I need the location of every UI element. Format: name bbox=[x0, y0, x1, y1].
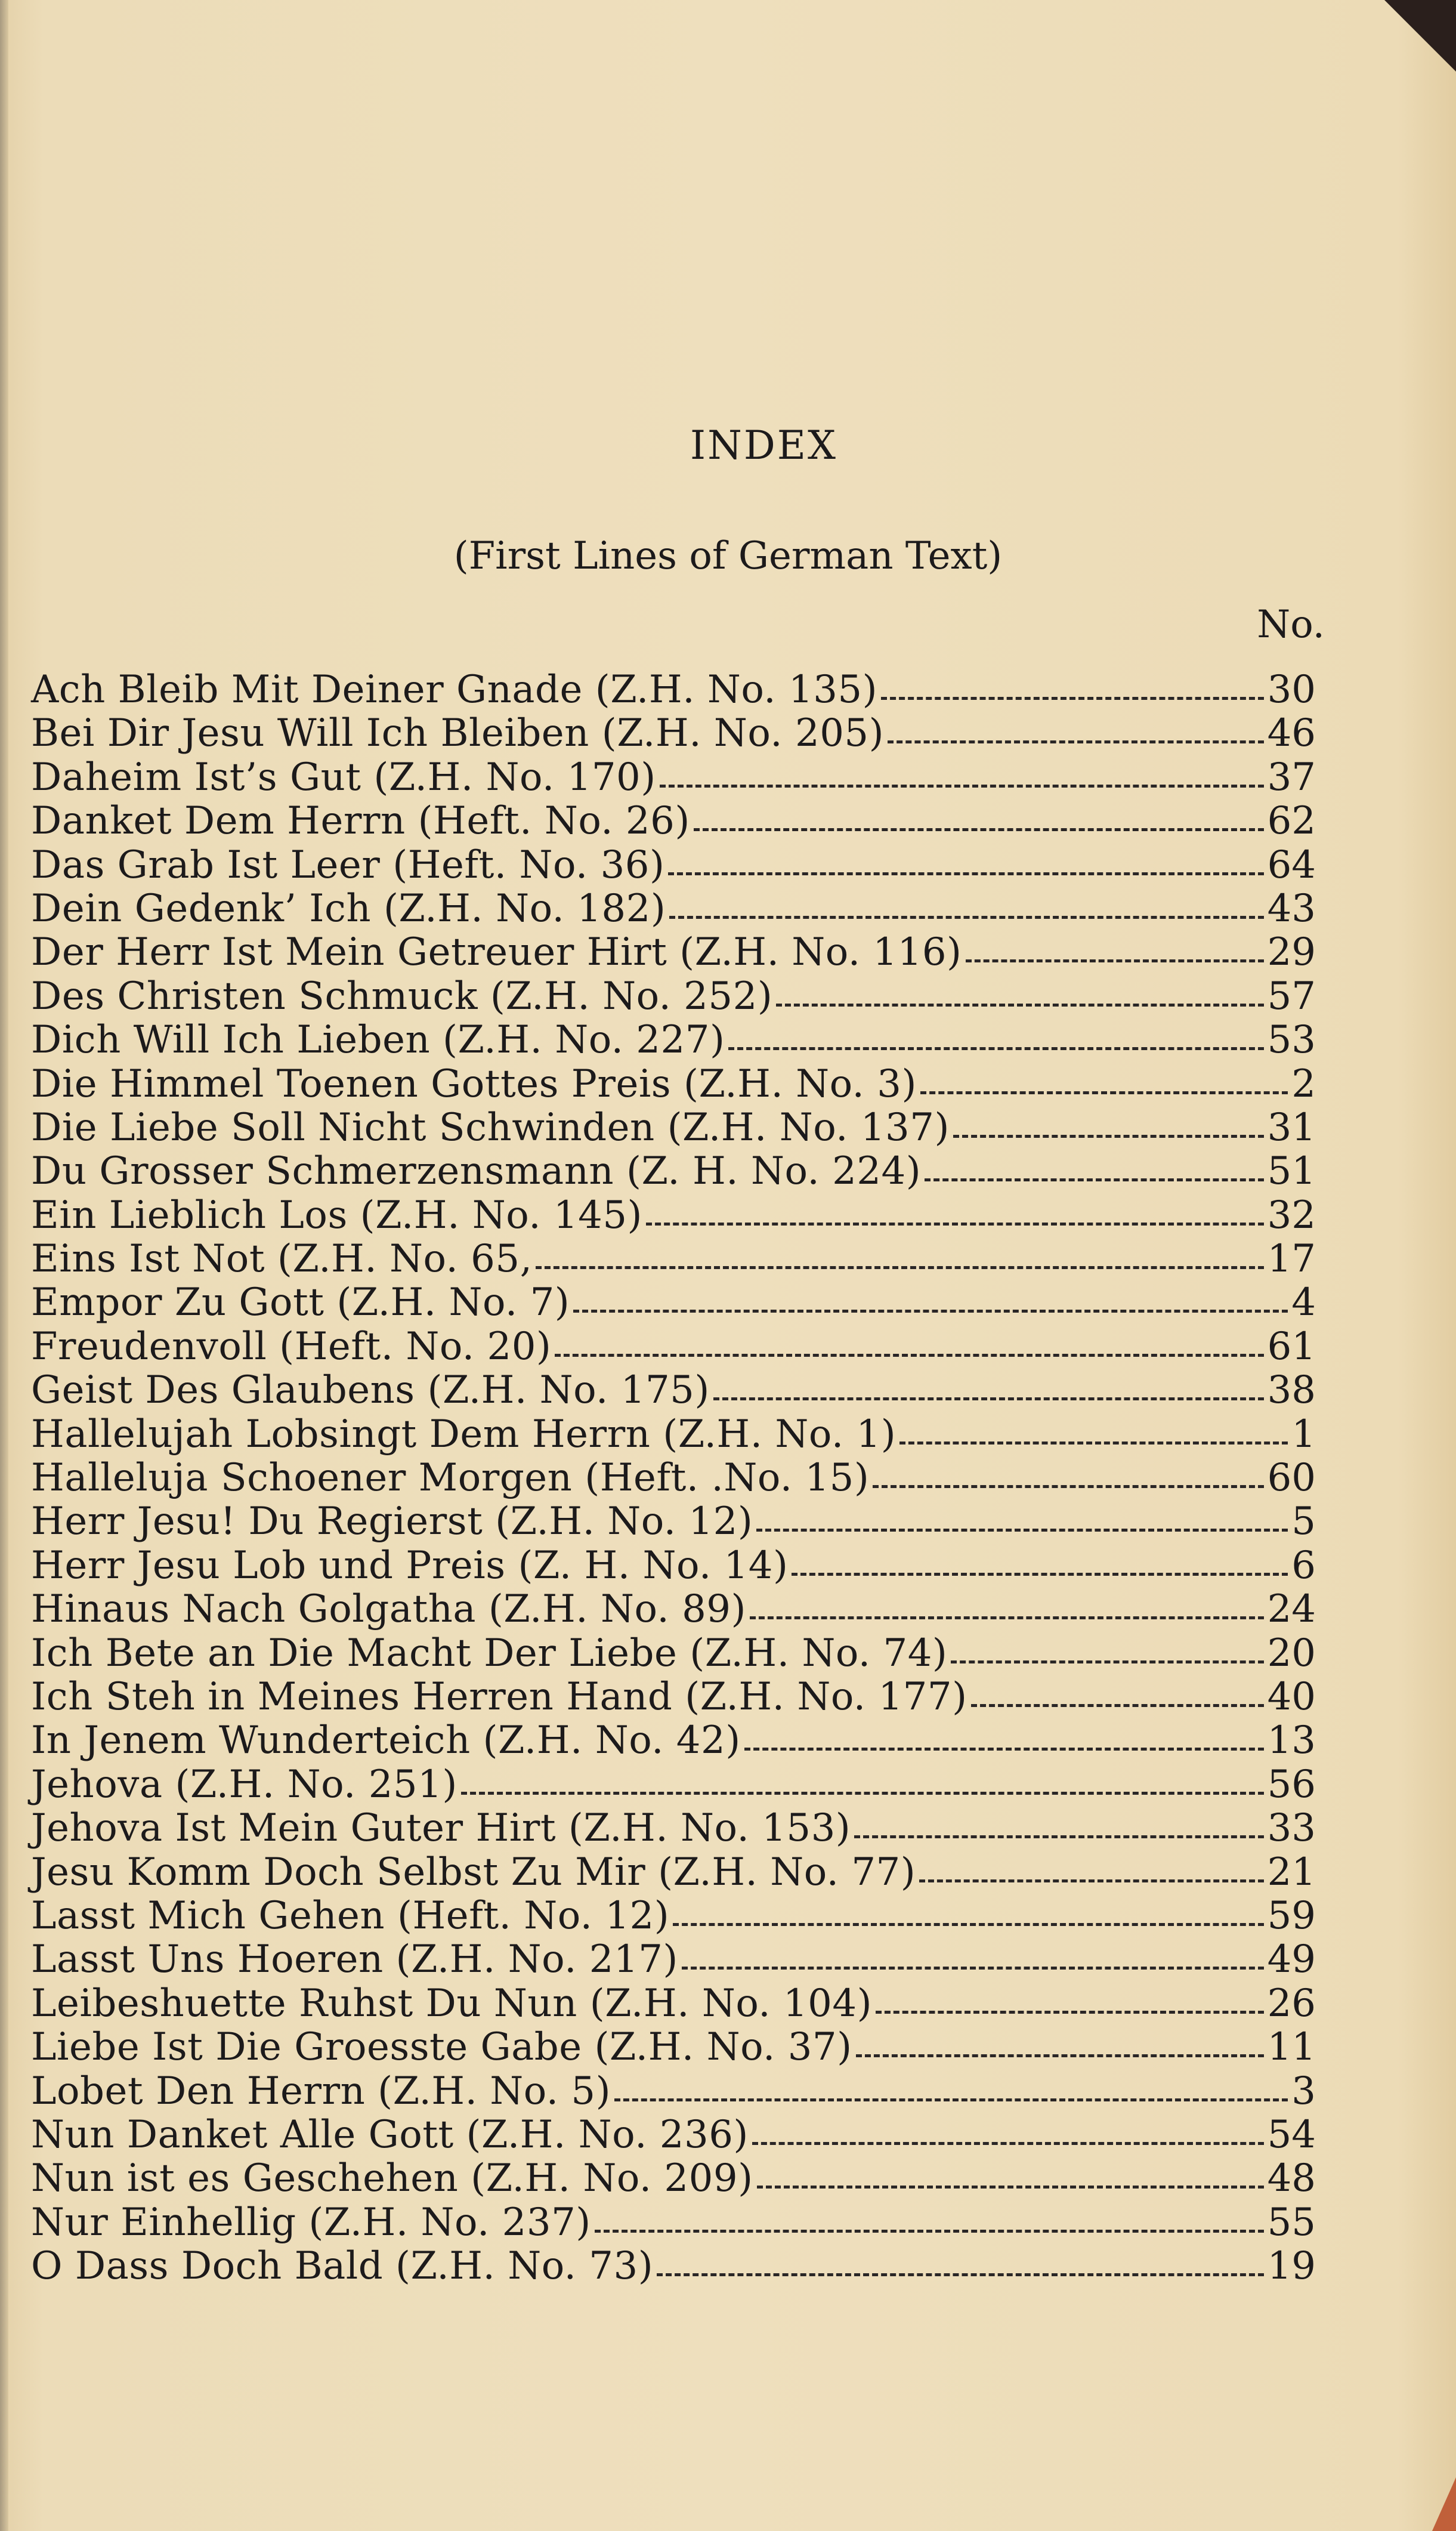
index-entry bbox=[31, 668, 1316, 712]
entry-number: 26 bbox=[1267, 1981, 1316, 2026]
page-edge-shadow bbox=[0, 0, 8, 2531]
entry-number: 54 bbox=[1267, 2112, 1316, 2157]
entry-number: 56 bbox=[1267, 1762, 1316, 1807]
entry-number: 60 bbox=[1267, 1456, 1316, 1501]
entry-number: 51 bbox=[1267, 1149, 1316, 1194]
corner-mark-bottom bbox=[1432, 2477, 1456, 2531]
entry-title: Nun ist es Geschehen (Z.H. No. 209) bbox=[31, 2156, 753, 2201]
entry-title: Lobet Den Herrn (Z.H. No. 5) bbox=[31, 2069, 611, 2113]
dotted-leader bbox=[873, 1485, 1263, 1488]
entry-title: Jehova (Z.H. No. 251) bbox=[31, 1762, 457, 1807]
entry-title: Ein Lieblich Los (Z.H. No. 145) bbox=[31, 1193, 642, 1237]
entry-number: 3 bbox=[1291, 2069, 1316, 2113]
entry-number: 13 bbox=[1267, 1718, 1316, 1763]
entry-number: 43 bbox=[1267, 886, 1316, 931]
dotted-leader bbox=[966, 959, 1264, 962]
dotted-leader bbox=[555, 1354, 1263, 1357]
dotted-leader bbox=[573, 1310, 1288, 1313]
index-entry bbox=[31, 1982, 1316, 2026]
dotted-leader bbox=[925, 1178, 1263, 1181]
dotted-leader bbox=[856, 2054, 1264, 2057]
entry-number: 33 bbox=[1267, 1806, 1316, 1851]
entry-title: In Jenem Wunderteich (Z.H. No. 42) bbox=[31, 1718, 741, 1763]
dotted-leader bbox=[660, 785, 1264, 788]
index-entry bbox=[31, 1851, 1316, 1894]
entry-title: Empor Zu Gott (Z.H. No. 7) bbox=[31, 1280, 570, 1325]
index-entry bbox=[31, 1456, 1316, 1500]
index-subtitle: (First Lines of German Text) bbox=[453, 534, 1003, 578]
index-entry bbox=[31, 1675, 1316, 1719]
entry-number: 31 bbox=[1267, 1105, 1316, 1150]
entry-title: Der Herr Ist Mein Getreuer Hirt (Z.H. No. 116) bbox=[31, 930, 962, 975]
dotted-leader bbox=[694, 828, 1264, 831]
entry-title: Bei Dir Jesu Will Ich Bleiben (Z.H. No. 205) bbox=[31, 711, 885, 756]
index-title: INDEX bbox=[690, 422, 837, 468]
dotted-leader bbox=[951, 1660, 1263, 1663]
dotted-leader bbox=[614, 2098, 1288, 2101]
entry-title: Du Grosser Schmerzensmann (Z. H. No. 224) bbox=[31, 1149, 922, 1194]
entry-title: Nun Danket Alle Gott (Z.H. No. 236) bbox=[31, 2112, 749, 2157]
index-entry bbox=[31, 1150, 1316, 1193]
dotted-leader bbox=[881, 697, 1263, 700]
entry-title: Lasst Uns Hoeren (Z.H. No. 217) bbox=[31, 1937, 678, 1982]
entry-title: Hinaus Nach Golgatha (Z.H. No. 89) bbox=[31, 1587, 746, 1632]
entry-number: 55 bbox=[1267, 2200, 1316, 2245]
entry-title: Herr Jesu! Du Regierst (Z.H. No. 12) bbox=[31, 1499, 753, 1544]
dotted-leader bbox=[792, 1573, 1288, 1576]
dotted-leader bbox=[682, 1967, 1264, 1970]
entry-number: 53 bbox=[1267, 1018, 1316, 1063]
entry-title: Liebe Ist Die Groesste Gabe (Z.H. No. 37) bbox=[31, 2025, 852, 2070]
dotted-leader bbox=[646, 1223, 1264, 1226]
index-entry bbox=[31, 756, 1316, 800]
index-entry bbox=[31, 2157, 1316, 2200]
index-entry bbox=[31, 1325, 1316, 1369]
dotted-leader bbox=[752, 2142, 1264, 2145]
entry-number: 4 bbox=[1291, 1280, 1316, 1325]
index-entry bbox=[31, 800, 1316, 843]
index-entry bbox=[31, 1938, 1316, 1981]
dotted-leader bbox=[673, 1923, 1263, 1926]
entry-title: Danket Dem Herrn (Heft. No. 26) bbox=[31, 799, 690, 844]
index-entry bbox=[31, 1632, 1316, 1675]
entry-number: 62 bbox=[1267, 799, 1316, 844]
corner-mark bbox=[1384, 0, 1456, 72]
entry-number: 20 bbox=[1267, 1631, 1316, 1675]
dotted-leader bbox=[669, 916, 1263, 919]
entry-number: 24 bbox=[1267, 1587, 1316, 1632]
entry-number: 49 bbox=[1267, 1937, 1316, 1982]
entry-title: Leibeshuette Ruhst Du Nun (Z.H. No. 104) bbox=[31, 1981, 873, 2026]
index-entry bbox=[31, 2201, 1316, 2245]
dotted-leader bbox=[776, 1004, 1263, 1007]
index-entry bbox=[31, 1500, 1316, 1544]
entry-title: Dein Gedenk’ Ich (Z.H. No. 182) bbox=[31, 886, 666, 931]
index-entry bbox=[31, 1588, 1316, 1631]
index-entry bbox=[31, 1807, 1316, 1850]
entry-title: Ach Bleib Mit Deiner Gnade (Z.H. No. 135) bbox=[31, 668, 878, 712]
index-entry bbox=[31, 1763, 1316, 1807]
index-entry bbox=[31, 1369, 1316, 1412]
entry-number: 29 bbox=[1267, 930, 1316, 975]
index-entry bbox=[31, 2026, 1316, 2069]
entry-title: Eins Ist Not (Z.H. No. 65, bbox=[31, 1237, 533, 1282]
index-entry bbox=[31, 1894, 1316, 1938]
entry-number: 48 bbox=[1267, 2156, 1316, 2201]
entry-title: Das Grab Ist Leer (Heft. No. 36) bbox=[31, 842, 665, 887]
index-entry bbox=[31, 1281, 1316, 1325]
entry-number: 30 bbox=[1267, 668, 1316, 712]
entry-number: 40 bbox=[1267, 1674, 1316, 1719]
dotted-leader bbox=[876, 2011, 1264, 2014]
dotted-leader bbox=[920, 1091, 1288, 1094]
dotted-leader bbox=[757, 2186, 1264, 2189]
dotted-leader bbox=[536, 1266, 1263, 1269]
dotted-leader bbox=[657, 2273, 1263, 2276]
entry-title: Ich Bete an Die Macht Der Liebe (Z.H. No. 74) bbox=[31, 1631, 948, 1675]
entry-title: Halleluja Schoener Morgen (Heft. .No. 15) bbox=[31, 1456, 870, 1501]
index-entry bbox=[31, 2245, 1316, 2288]
entry-number: 32 bbox=[1267, 1193, 1316, 1237]
dotted-leader bbox=[744, 1748, 1264, 1751]
dotted-leader bbox=[461, 1792, 1264, 1795]
entry-title: O Dass Doch Bald (Z.H. No. 73) bbox=[31, 2244, 654, 2289]
dotted-leader bbox=[713, 1397, 1264, 1400]
dotted-leader bbox=[888, 740, 1263, 743]
dotted-leader bbox=[595, 2230, 1264, 2233]
entry-title: Hallelujah Lobsingt Dem Herrn (Z.H. No. 1) bbox=[31, 1412, 897, 1456]
entry-title: Jesu Komm Doch Selbst Zu Mir (Z.H. No. 77) bbox=[31, 1850, 916, 1894]
index-entry bbox=[31, 844, 1316, 887]
index-list bbox=[31, 668, 1316, 2288]
entry-title: Dich Will Ich Lieben (Z.H. No. 227) bbox=[31, 1018, 725, 1063]
number-column-header: No. bbox=[1257, 603, 1325, 647]
entry-number: 21 bbox=[1267, 1850, 1316, 1894]
entry-title: Freudenvoll (Heft. No. 20) bbox=[31, 1324, 552, 1369]
index-entry bbox=[31, 2113, 1316, 2157]
index-entry bbox=[31, 1063, 1316, 1106]
index-entry bbox=[31, 712, 1316, 755]
entry-number: 2 bbox=[1291, 1061, 1316, 1106]
entry-title: Daheim Ist’s Gut (Z.H. No. 170) bbox=[31, 755, 656, 800]
entry-title: Die Liebe Soll Nicht Schwinden (Z.H. No. 137) bbox=[31, 1105, 950, 1150]
dotted-leader bbox=[750, 1616, 1264, 1619]
index-entry bbox=[31, 1018, 1316, 1062]
index-entry bbox=[31, 1719, 1316, 1763]
index-entry bbox=[31, 2070, 1316, 2113]
dotted-leader bbox=[668, 872, 1263, 875]
index-entry bbox=[31, 1413, 1316, 1456]
index-entry bbox=[31, 1237, 1316, 1281]
dotted-leader bbox=[756, 1529, 1288, 1532]
entry-title: Des Christen Schmuck (Z.H. No. 252) bbox=[31, 974, 773, 1018]
entry-number: 1 bbox=[1291, 1412, 1316, 1456]
dotted-leader bbox=[728, 1047, 1263, 1050]
entry-number: 5 bbox=[1291, 1499, 1316, 1544]
entry-number: 19 bbox=[1267, 2244, 1316, 2289]
index-entry bbox=[31, 1544, 1316, 1588]
index-entry bbox=[31, 1194, 1316, 1237]
dotted-leader bbox=[899, 1442, 1288, 1444]
entry-number: 37 bbox=[1267, 755, 1316, 800]
entry-number: 57 bbox=[1267, 974, 1316, 1018]
entry-title: Geist Des Glaubens (Z.H. No. 175) bbox=[31, 1368, 710, 1413]
index-entry bbox=[31, 931, 1316, 974]
index-entry bbox=[31, 1106, 1316, 1150]
dotted-leader bbox=[854, 1835, 1263, 1838]
entry-title: Die Himmel Toenen Gottes Preis (Z.H. No. 3) bbox=[31, 1061, 917, 1106]
entry-title: Nur Einhellig (Z.H. No. 237) bbox=[31, 2200, 591, 2245]
entry-number: 6 bbox=[1291, 1543, 1316, 1588]
index-entry bbox=[31, 887, 1316, 931]
entry-number: 11 bbox=[1267, 2025, 1316, 2070]
entry-title: Jehova Ist Mein Guter Hirt (Z.H. No. 153) bbox=[31, 1806, 851, 1851]
entry-number: 64 bbox=[1267, 842, 1316, 887]
entry-title: Ich Steh in Meines Herren Hand (Z.H. No. 177) bbox=[31, 1674, 967, 1719]
index-entry bbox=[31, 975, 1316, 1018]
entry-number: 46 bbox=[1267, 711, 1316, 756]
entry-number: 59 bbox=[1267, 1893, 1316, 1938]
entry-title: Lasst Mich Gehen (Heft. No. 12) bbox=[31, 1893, 670, 1938]
entry-number: 38 bbox=[1267, 1368, 1316, 1413]
dotted-leader bbox=[971, 1704, 1264, 1707]
entry-title: Herr Jesu Lob und Preis (Z. H. No. 14) bbox=[31, 1543, 789, 1588]
entry-number: 61 bbox=[1267, 1324, 1316, 1369]
dotted-leader bbox=[953, 1135, 1264, 1138]
entry-number: 17 bbox=[1267, 1237, 1316, 1282]
dotted-leader bbox=[919, 1879, 1263, 1882]
